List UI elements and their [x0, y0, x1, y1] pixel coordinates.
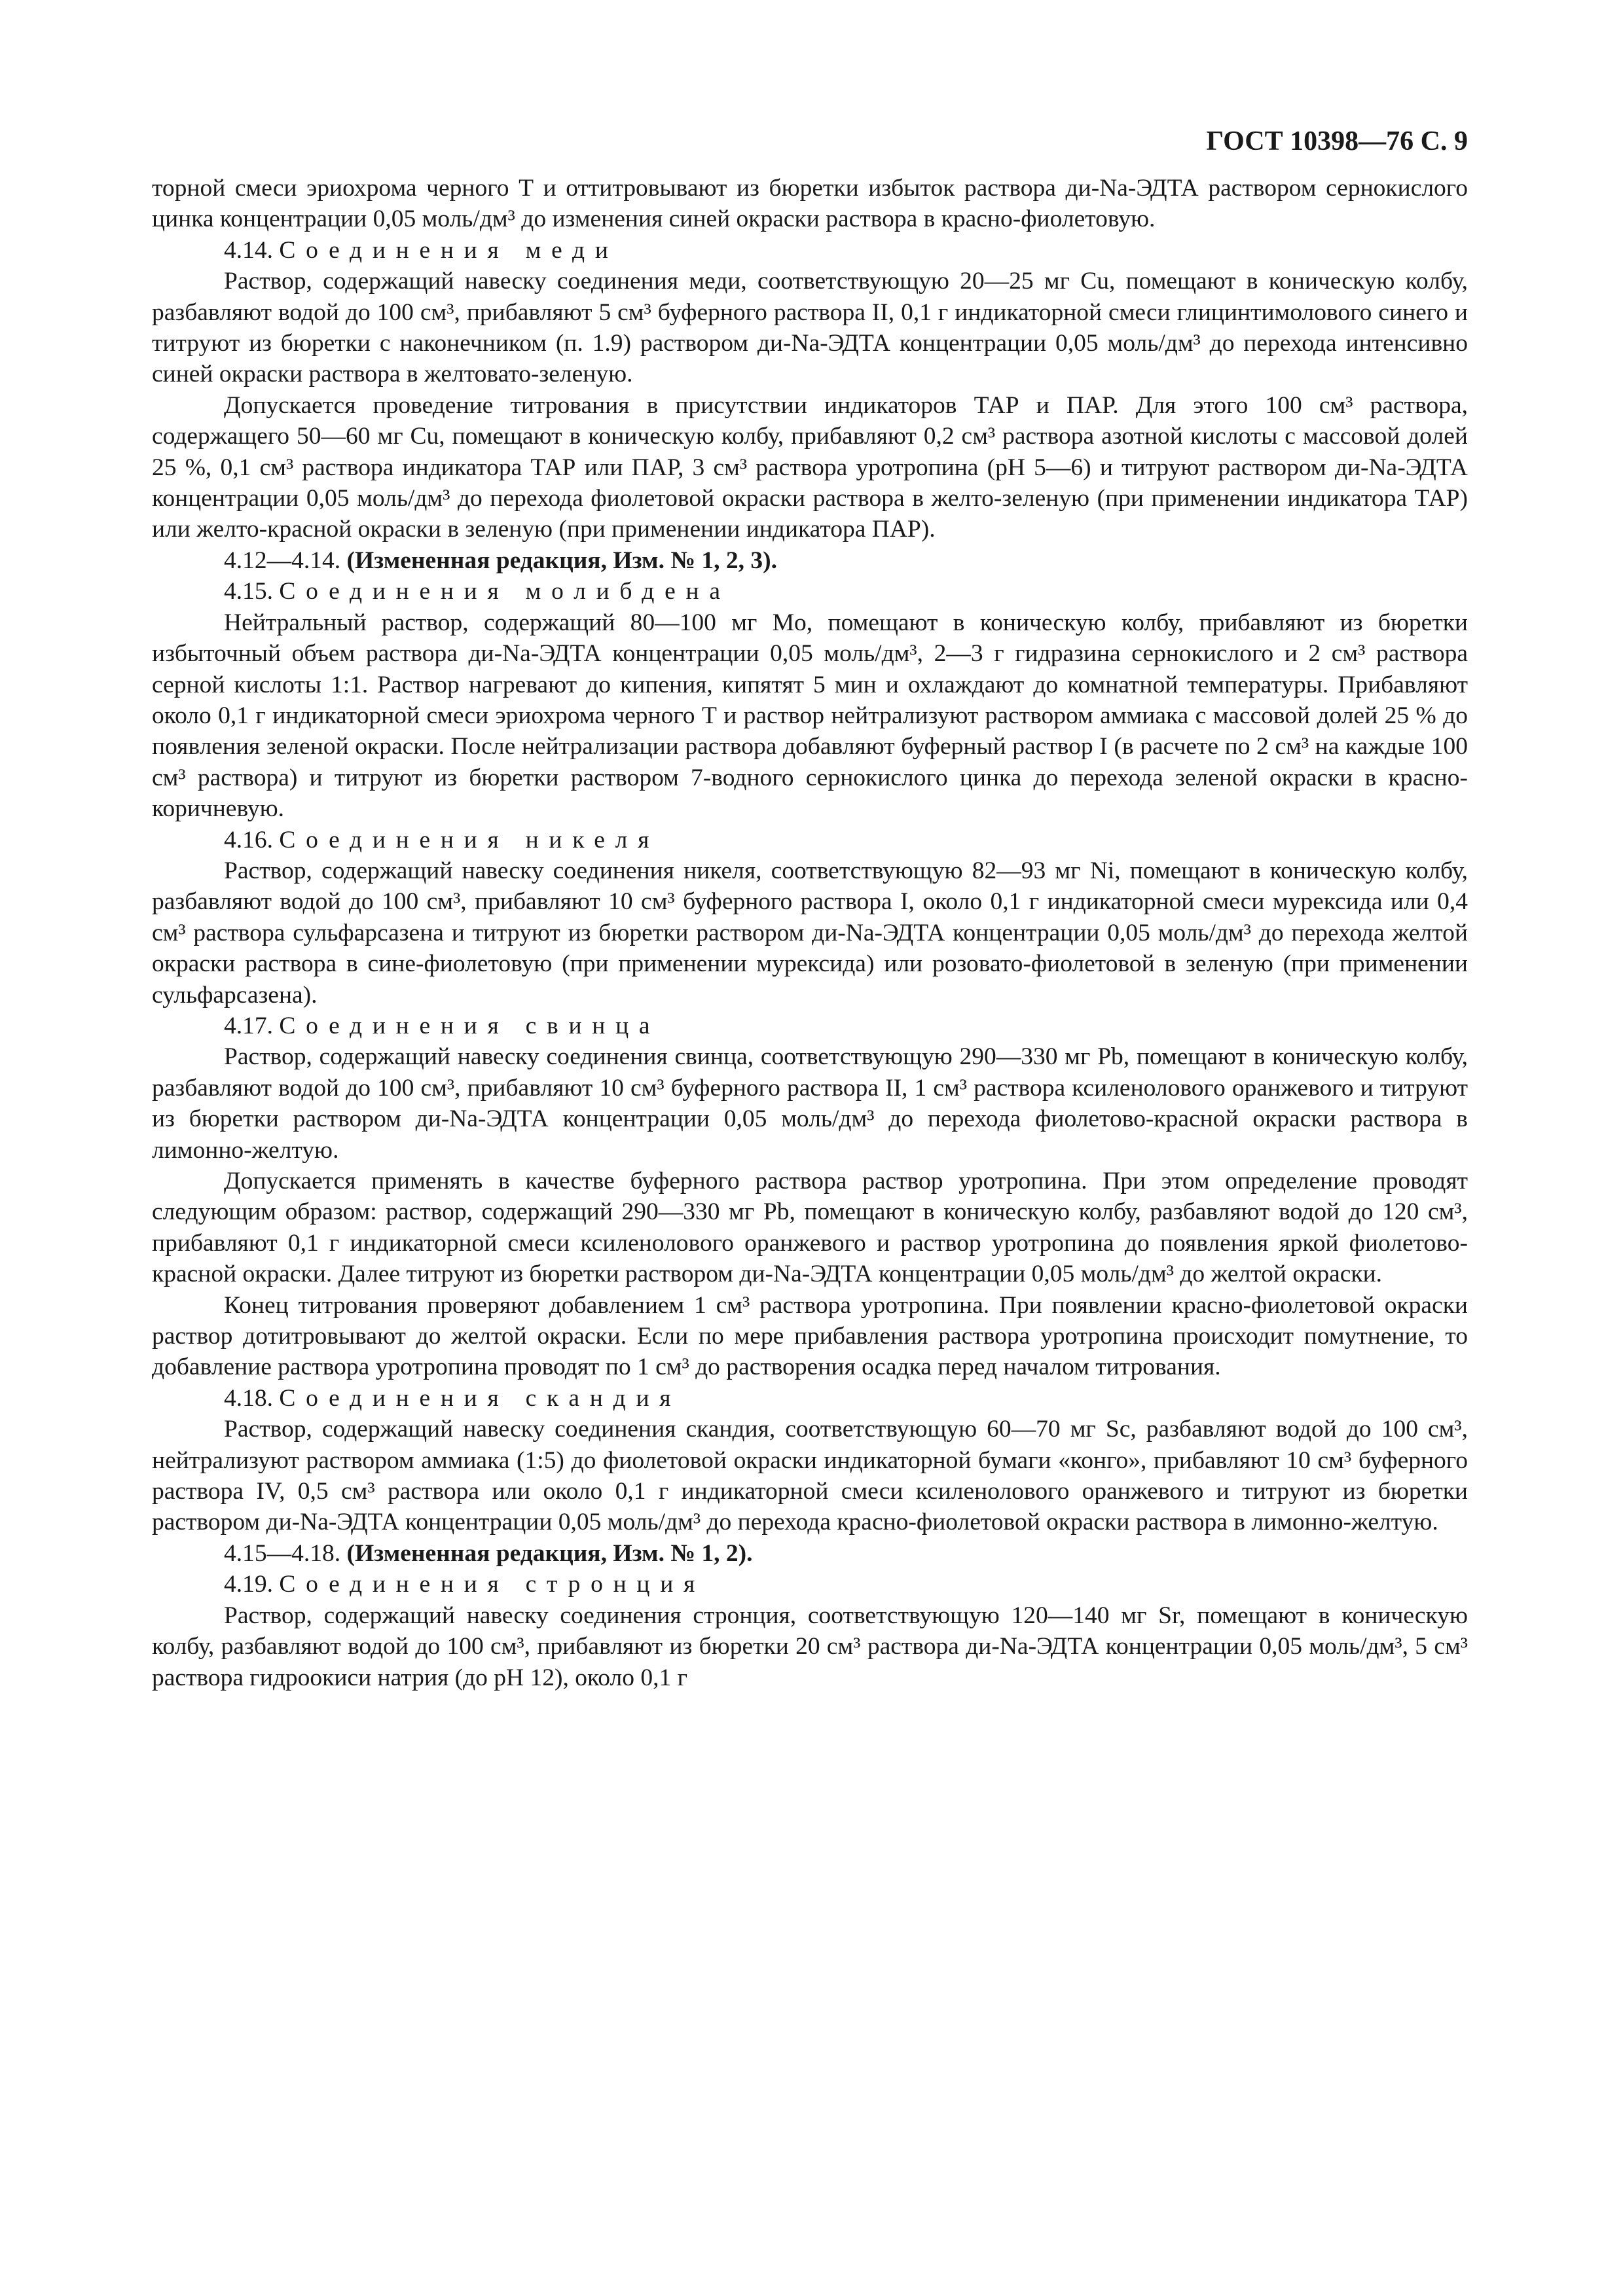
- section-number: 4.19.: [224, 1571, 280, 1598]
- paragraph: Раствор, содержащий навеску соединения стронция, соответствующую 120—140 мг Sr, помещают в коническую колбу, разбавляют водой до 100 см³, прибавляют из бюретки 20 см³ раствора ди-Na-ЭДТА концентрации 0,05 моль/дм³, 5 см³ раствора гидроокиси натрия (до pH 12), около 0,1 г: [152, 1602, 1468, 1691]
- section-number: 4.18.: [224, 1384, 280, 1412]
- section-number: 4.15.: [224, 578, 280, 605]
- paragraph: Раствор, содержащий навеску соединения скандия, соответствующую 60—70 мг Sc, разбавляют водой до 100 см³, нейтрализуют раствором аммиака (1:5) до фиолетовой окраски индикаторной бумаги «конго», прибавляют 10 см³ буферного раствора IV, 0,5 см³ раствора или около 0,1 г индикаторной смеси ксиленолового оранжевого и титруют из бюретки раствором ди-Na-ЭДТА концентрации 0,05 моль/дм³ до перехода красно-фиолетовой окраски раствора в лимонно-желтую.: [152, 1416, 1468, 1536]
- paragraph: Нейтральный раствор, содержащий 80—100 мг Mo, помещают в коническую колбу, прибавляют из бюретки избыточный объем раствора ди-Na-ЭДТА концентрации 0,05 моль/дм³, 2—3 г гидразина сернокислого и 2 см³ раствора серной кислоты 1:1. Раствор нагревают до кипения, кипятят 5 мин и охлаждают до комнатной температуры. Прибавляют около 0,1 г индикаторной смеси эриохрома черного Т и раствор нейтрализуют раствором аммиака с массовой долей 25 % до появления зеленой окраски. После нейтрализации раствора добавляют буферный раствор I (в расчете по 2 см³ на каждые 100 см³ раствора) и титруют из бюретки раствором 7-водного сернокислого цинка до перехода зеленой окраски в красно-коричневую.: [152, 609, 1468, 823]
- section-heading-4-15: [152, 576, 1468, 607]
- paragraph: Допускается проведение титрования в присутствии индикаторов ТАР и ПАР. Для этого 100 см³ раствора, содержащего 50—60 мг Cu, помещают в коническую колбу, прибавляют 0,2 см³ раствора азотной кислоты с массовой долей 25 %, 0,1 см³ раствора индикатора ТАР или ПАР, 3 см³ раствора уротропина (pH 5—6) и титруют раствором ди-Na-ЭДТА концентрации 0,05 моль/дм³ до перехода фиолетовой окраски раствора в желто-зеленую (при применении индикатора ТАР) или желто-красной окраски в зеленую (при применении индикатора ПАР).: [152, 391, 1468, 543]
- edition-note-range: 4.15—4.18.: [224, 1539, 347, 1567]
- paragraph: Конец титрования проверяют добавлением 1 см³ раствора уротропина. При появлении красно-фиолетовой окраски раствор дотитровывают до желтой окраски. Если по мере прибавления раствора уротропина происходит помутнение, то добавление раствора уротропина проводят по 1 см³ до растворения осадка перед началом титрования.: [152, 1291, 1468, 1381]
- section-heading-4-19: [152, 1569, 1468, 1600]
- section-heading-4-18: [152, 1383, 1468, 1414]
- section-heading-4-16: [152, 825, 1468, 855]
- section-number: 4.14.: [224, 236, 280, 264]
- page-header: ГОСТ 10398—76 С. 9: [1206, 126, 1468, 156]
- section-number: 4.16.: [224, 826, 280, 853]
- document-page: [152, 124, 1468, 1693]
- section-heading-4-17: [152, 1011, 1468, 1041]
- edition-note-range: 4.12—4.14.: [224, 547, 347, 574]
- section-title: Соединения меди: [279, 236, 619, 264]
- paragraph: Раствор, содержащий навеску соединения свинца, соответствующую 290—330 мг Pb, помещают в коническую колбу, разбавляют водой до 100 см³, прибавляют 10 см³ буферного раствора II, 1 см³ раствора ксиленолового оранжевого и титруют из бюретки раствором ди-Na-ЭДТА концентрации 0,05 моль/дм³ до перехода фиолетово-красной окраски раствора в лимонно-желтую.: [152, 1043, 1468, 1164]
- section-title: Соединения скандия: [279, 1384, 682, 1412]
- section-title: Соединения стронция: [279, 1571, 706, 1598]
- paragraph-continuation: торной смеси эриохрома черного Т и оттитровывают из бюретки избыток раствора ди-Na-ЭДТА раствором сернокислого цинка концентрации 0,05 моль/дм³ до изменения синей окраски раствора в красно-фиолетовую.: [152, 175, 1468, 233]
- section-title: Соединения молибдена: [279, 578, 731, 605]
- paragraph: Раствор, содержащий навеску соединения никеля, соответствующую 82—93 мг Ni, помещают в коническую колбу, разбавляют водой до 100 см³, прибавляют 10 см³ буферного раствора I, около 0,1 г индикаторной смеси мурексида или 0,4 см³ раствора сульфарсазена и титруют из бюретки раствором ди-Na-ЭДТА концентрации 0,05 моль/дм³ до перехода желтой окраски раствора в сине-фиолетовую (при применении мурексида) или розовато-фиолетовой в зеленую (при применении сульфарсазена).: [152, 857, 1468, 1009]
- section-title: Соединения никеля: [279, 826, 660, 853]
- edition-note: [152, 1538, 1468, 1569]
- paragraph: Раствор, содержащий навеску соединения меди, соответствующую 20—25 мг Cu, помещают в коническую колбу, разбавляют водой до 100 см³, прибавляют 5 см³ буферного раствора II, 0,1 г индикаторной смеси глицинтимолового синего и титруют из бюретки с наконечником (п. 1.9) раствором ди-Na-ЭДТА концентрации 0,05 моль/дм³ до перехода интенсивно синей окраски раствора в желтовато-зеленую.: [152, 268, 1468, 388]
- edition-note: [152, 545, 1468, 576]
- section-number: 4.17.: [224, 1012, 280, 1039]
- edition-note-text: (Измененная редакция, Изм. № 1, 2, 3).: [346, 547, 778, 574]
- edition-note-text: (Измененная редакция, Изм. № 1, 2).: [346, 1539, 753, 1567]
- paragraph: Допускается применять в качестве буферного раствора раствор уротропина. При этом определение проводят следующим образом: раствор, содержащий 290—330 мг Pb, помещают в коническую колбу, разбавляют водой до 120 см³, прибавляют 0,1 г индикаторной смеси ксиленолового оранжевого и раствор уротропина до появления яркой фиолетово-красной окраски. Далее титруют из бюретки раствором ди-Na-ЭДТА концентрации 0,05 моль/дм³ до желтой окраски.: [152, 1168, 1468, 1288]
- section-heading-4-14: [152, 235, 1468, 266]
- section-title: Соединения свинца: [279, 1012, 661, 1039]
